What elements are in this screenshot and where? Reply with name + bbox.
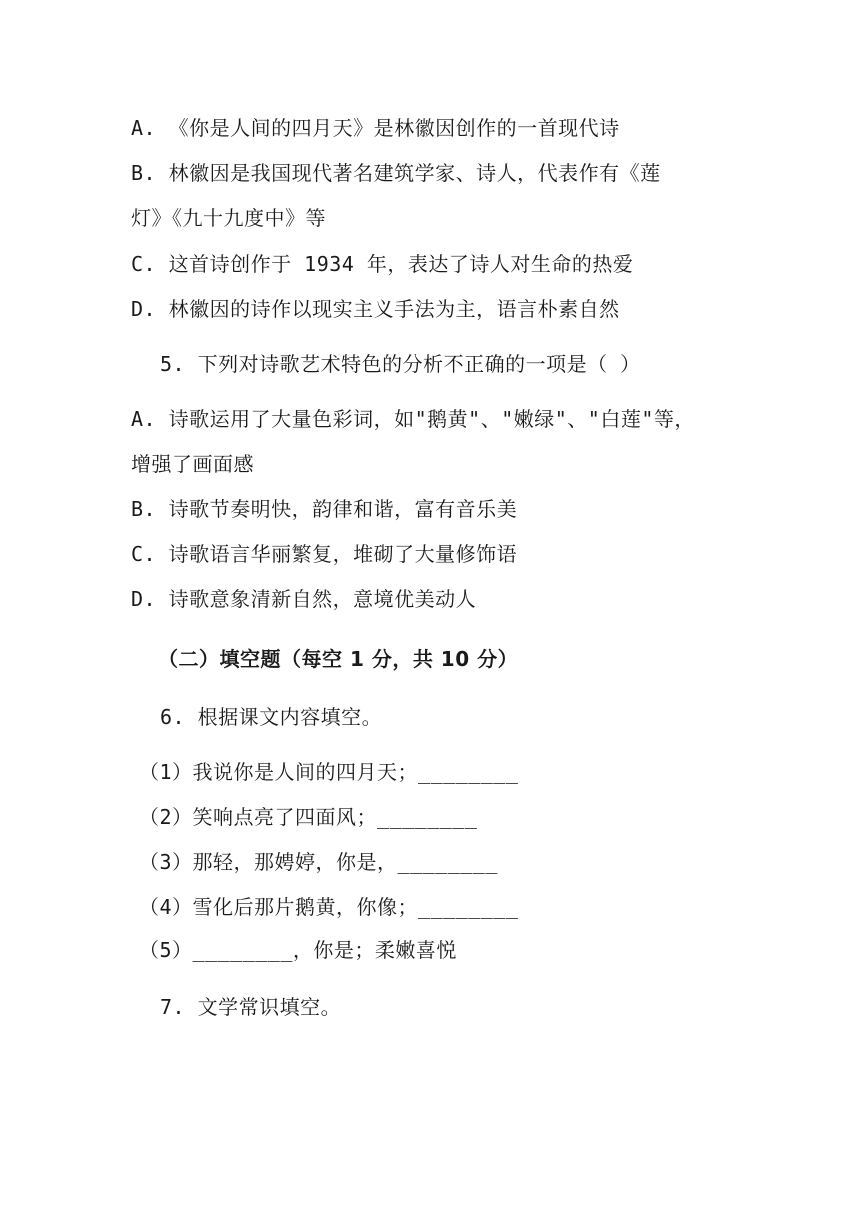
q4-option-c: C. 这首诗创作于 1934 年，表达了诗人对生命的热爱 [131, 252, 634, 276]
q4-option-b-line2: 灯》《九十九度中》等 [131, 206, 326, 230]
q5-option-d: D. 诗歌意象清新自然，意境优美动人 [131, 587, 477, 611]
section-title-fill-in: （二）填空题（每空 1 分，共 10 分） [158, 647, 519, 671]
q4-option-b-line1: B. 林徽因是我国现代著名建筑学家、诗人，代表作有《莲 [131, 161, 661, 185]
q5-option-c: C. 诗歌语言华丽繁复，堆砌了大量修饰语 [131, 542, 518, 566]
q6-item: （4）雪化后那片鹅黄，你像；________ [139, 895, 519, 919]
q6-item: （1）我说你是人间的四月天；________ [139, 760, 519, 784]
q7-stem: 7. 文学常识填空。 [160, 995, 342, 1019]
q6-item: （5）________，你是；柔嫩喜悦 [139, 938, 457, 962]
q6-item: （2）笑响点亮了四面风；________ [139, 805, 478, 829]
q5-option-a-line1: A. 诗歌运用了大量色彩词，如"鹅黄"、"嫩绿"、"白莲"等， [131, 407, 695, 431]
q6-item: （3）那轻，那娉婷，你是，________ [139, 850, 498, 874]
q5-stem: 5. 下列对诗歌艺术特色的分析不正确的一项是（ ） [160, 352, 641, 376]
q6-stem: 6. 根据课文内容填空。 [160, 705, 383, 729]
q5-option-b: B. 诗歌节奏明快，韵律和谐，富有音乐美 [131, 497, 518, 521]
q4-option-a: A. 《你是人间的四月天》是林徽因创作的一首现代诗 [131, 116, 620, 140]
q5-option-a-line2: 增强了画面感 [131, 452, 254, 476]
q4-option-d: D. 林徽因的诗作以现实主义手法为主，语言朴素自然 [131, 297, 620, 321]
